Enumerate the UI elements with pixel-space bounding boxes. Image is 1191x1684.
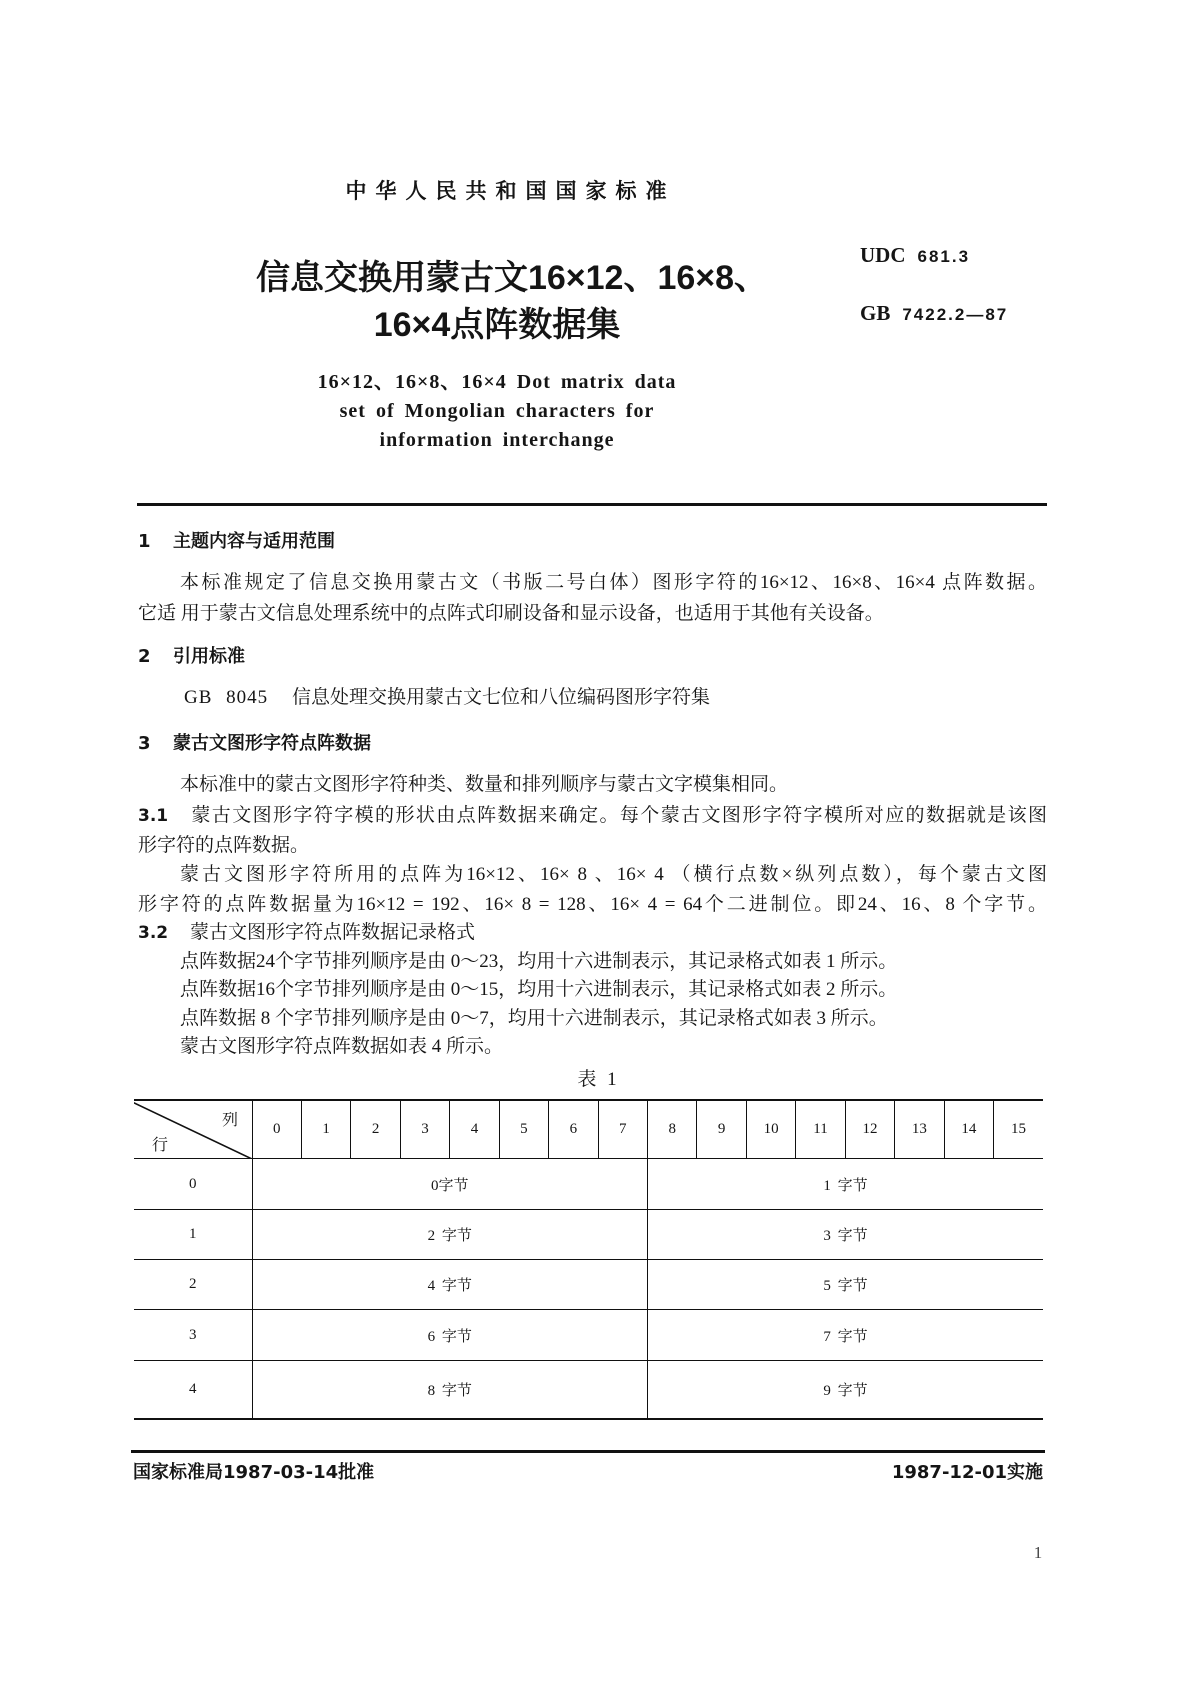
column-header: 4 [450, 1100, 499, 1159]
table-row [134, 1260, 1043, 1310]
header-divider [137, 503, 1047, 506]
section-number: 2 [138, 646, 151, 667]
effective-date: 1987-12-01实施 [891, 1462, 1043, 1483]
column-header: 12 [845, 1100, 894, 1159]
section-title: 主题内容与适用范围 [173, 531, 335, 552]
gb-label: GB [860, 301, 891, 325]
clause-3-1-line-2: 形字符的点阵数据。 [138, 835, 310, 856]
byte-label: 4 字节 [427, 1278, 472, 1294]
column-header: 5 [499, 1100, 548, 1159]
row-axis-label: 行 [152, 1137, 169, 1154]
byte-cell-left [252, 1310, 648, 1361]
byte-cell-right [648, 1210, 1044, 1260]
clause-3-2-line-1: 点阵数据24个字节排列顺序是由 0～23，均用十六进制表示，其记录格式如表 1 所示。 [180, 951, 898, 972]
column-header: 1 [301, 1100, 350, 1159]
clause-3-2-line-4: 蒙古文图形字符点阵数据如表 4 所示。 [180, 1036, 504, 1057]
table-row [134, 1159, 1043, 1210]
english-title [200, 368, 794, 455]
page-number: 1 [1033, 1543, 1043, 1562]
section-title: 蒙古文图形字符点阵数据 [173, 733, 371, 754]
table-header-row [134, 1100, 1043, 1159]
section-title: 引用标准 [173, 646, 245, 667]
row-label: 1 [134, 1210, 252, 1260]
referenced-standard [184, 683, 1047, 713]
byte-cell-left [252, 1361, 648, 1420]
table-1-caption: 表 1 [577, 1069, 617, 1090]
section-1-paragraph-line-1: 本标准规定了信息交换用蒙古文（书版二号白体）图形字符的16×12、16×8、16×4 点阵数据。 [180, 572, 1047, 593]
byte-cell-left [252, 1210, 648, 1260]
column-header: 6 [549, 1100, 598, 1159]
row-label: 3 [134, 1310, 252, 1361]
column-axis-label: 列 [222, 1112, 239, 1129]
udc-value: 681.3 [917, 247, 971, 266]
clause-number: 3.2 [138, 923, 169, 943]
english-title-line-1: 16×12、16×8、16×4 Dot matrix data [317, 371, 677, 393]
clause-3-2-heading [138, 918, 1047, 948]
byte-label: 3 字节 [823, 1228, 868, 1244]
gb-value: 7422.2—87 [902, 305, 1009, 324]
byte-label: 6 字节 [427, 1328, 472, 1345]
byte-cell-left [252, 1260, 648, 1310]
clause-number: 3.1 [138, 806, 169, 826]
column-header: 2 [351, 1100, 400, 1159]
section-number: 3 [138, 733, 151, 754]
section-2-heading [138, 642, 1047, 672]
section-1-paragraph-line-2: 它适 用于蒙古文信息处理系统中的点阵式印刷设备和显示设备，也适用于其他有关设备。 [138, 603, 884, 624]
byte-cell-right [648, 1159, 1044, 1210]
clause-3-1-para2-line-1: 蒙古文图形字符所用的点阵为16×12、16× 8 、16× 4 （横行点数×纵列点数），每个蒙古文图 [180, 864, 1047, 885]
clause-3-1-line-1 [138, 801, 1047, 831]
clause-3-2-line-3: 点阵数据 8 个字节排列顺序是由 0～7，均用十六进制表示，其记录格式如表 3 所示。 [180, 1008, 888, 1029]
column-header: 15 [994, 1100, 1043, 1159]
table-row [134, 1210, 1043, 1260]
section-3-intro: 本标准中的蒙古文图形字符种类、数量和排列顺序与蒙古文字模集相同。 [180, 774, 789, 795]
row-label: 4 [134, 1361, 252, 1420]
column-header: 9 [697, 1100, 746, 1159]
column-header: 10 [746, 1100, 795, 1159]
table-1 [134, 1099, 1043, 1420]
section-number: 1 [138, 531, 151, 552]
chinese-title-line-1: 信息交换用蒙古文16×12、16×8、 [255, 259, 769, 297]
byte-label: 7 字节 [823, 1328, 868, 1345]
english-title-line-3: information interchange [379, 429, 615, 451]
udc-code [860, 242, 970, 268]
column-header: 8 [648, 1100, 697, 1159]
byte-cell-right [648, 1310, 1044, 1361]
referenced-standard-code: GB 8045 [184, 687, 269, 708]
column-header: 13 [895, 1100, 944, 1159]
column-header: 7 [598, 1100, 647, 1159]
table-row [134, 1361, 1043, 1420]
byte-cell-right [648, 1260, 1044, 1310]
column-header: 0 [252, 1100, 301, 1159]
table-row [134, 1310, 1043, 1361]
byte-label: 1 字节 [823, 1177, 868, 1194]
english-title-line-2: set of Mongolian characters for [339, 400, 655, 422]
byte-cell-left [252, 1159, 648, 1210]
clause-title: 蒙古文图形字符点阵数据记录格式 [190, 922, 476, 943]
clause-3-2-line-2: 点阵数据16个字节排列顺序是由 0～15，均用十六进制表示，其记录格式如表 2 所示。 [180, 979, 898, 1000]
udc-label: UDC [860, 243, 906, 267]
byte-cell-right [648, 1361, 1044, 1420]
byte-label: 5 字节 [823, 1278, 868, 1294]
table-corner-cell [134, 1100, 252, 1159]
row-label: 2 [134, 1260, 252, 1310]
gb-standard-number [860, 300, 1008, 326]
row-label: 0 [134, 1159, 252, 1210]
section-1-heading [138, 527, 1047, 557]
byte-label: 9 字节 [823, 1383, 868, 1399]
byte-label: 0字节 [430, 1177, 469, 1194]
approval-date: 国家标准局1987-03-14批准 [133, 1462, 375, 1483]
column-header: 3 [400, 1100, 449, 1159]
byte-label: 8 字节 [427, 1383, 472, 1399]
byte-label: 2 字节 [427, 1228, 472, 1244]
chinese-title-line-2: 16×4点阵数据集 [373, 306, 621, 344]
column-header: 11 [796, 1100, 845, 1159]
column-header: 14 [944, 1100, 993, 1159]
clause-text: 蒙古文图形字符字模的形状由点阵数据来确定。每个蒙古文图形字符字模所对应的数据就是该图 [190, 805, 1047, 826]
footer-divider [131, 1450, 1045, 1453]
issuing-organization: 中华人民共和国国家标准 [345, 179, 676, 203]
section-3-heading [138, 729, 1047, 759]
clause-3-1-para2-line-2: 形字符的点阵数据量为16×12 = 192、16× 8 = 128、16× 4 = 64个二进制位。即24、16、8 个字节。 [138, 894, 1047, 915]
referenced-standard-title: 信息处理交换用蒙古文七位和八位编码图形字符集 [292, 687, 711, 708]
